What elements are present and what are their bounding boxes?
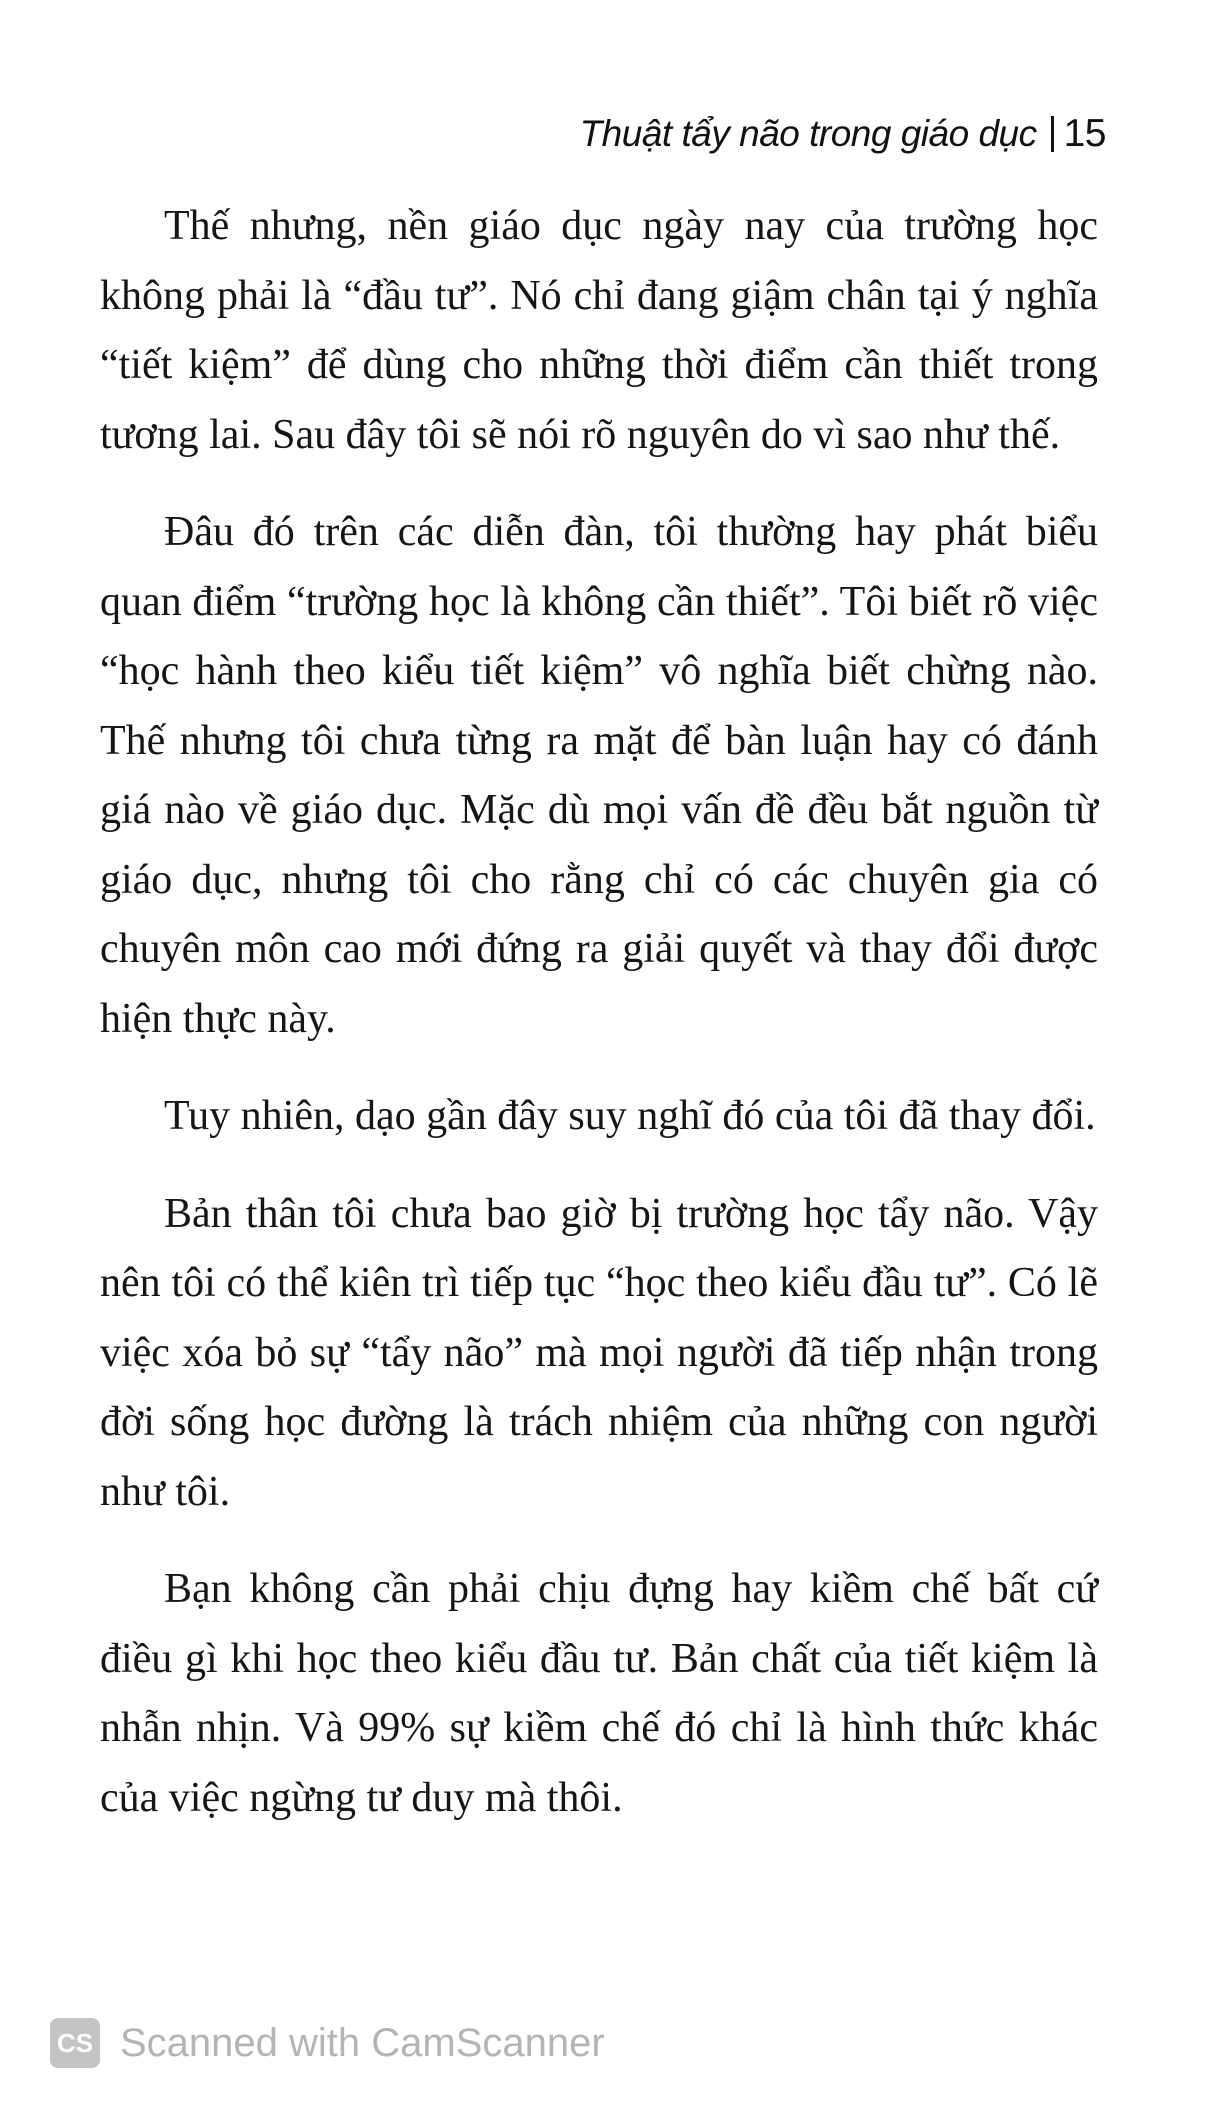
body-text	[100, 192, 1098, 1861]
chapter-title: Thuật tẩy não trong giáo dục	[579, 113, 1037, 154]
paragraph-2: Đâu đó trên các diễn đàn, tôi thường hay phát biểu quan điểm “trường học là không cần thiết”. Tôi biết rõ việc “học hành theo kiểu tiết kiệm” vô nghĩa biết chừng nào. Thế nhưng tôi chưa từng ra mặt để bàn luận hay có đánh giá nào về giáo dục. Mặc dù mọi vấn đề đều bắt nguồn từ giáo dục, nhưng tôi cho rằng chỉ có các chuyên gia có chuyên môn cao mới đứng ra giải quyết và thay đổi được hiện thực này.	[100, 509, 1098, 1042]
paragraph-4: Bản thân tôi chưa bao giờ bị trường học tẩy não. Vậy nên tôi có thể kiên trì tiếp tục “học theo kiểu đầu tư”. Có lẽ việc xóa bỏ sự “tẩy não” mà mọi người đã tiếp nhận trong đời sống học đường là trách nhiệm của những con người như tôi.	[100, 1190, 1098, 1515]
paragraph-1: Thế nhưng, nền giáo dục ngày nay của trường học không phải là “đầu tư”. Nó chỉ đang giậm chân tại ý nghĩa “tiết kiệm” để dùng cho những thời điểm cần thiết trong tương lai. Sau đây tôi sẽ nói rõ nguyên do vì sao như thế.	[100, 203, 1098, 458]
page-number: 15	[1063, 112, 1106, 155]
camscanner-logo-icon: CS	[50, 2018, 100, 2068]
camscanner-watermark	[50, 2018, 605, 2068]
paragraph-3: Tuy nhiên, dạo gần đây suy nghĩ đó của tôi đã thay đổi.	[164, 1093, 1096, 1139]
header-separator	[1051, 116, 1054, 152]
watermark-text: Scanned with CamScanner	[120, 2020, 605, 2065]
running-header	[580, 112, 1106, 156]
paragraph-5: Bạn không cần phải chịu đựng hay kiềm chế bất cứ điều gì khi học theo kiểu đầu tư. Bản chất của tiết kiệm là nhẫn nhịn. Và 99% sự kiềm chế đó chỉ là hình thức khác của việc ngừng tư duy mà thôi.	[100, 1566, 1098, 1821]
